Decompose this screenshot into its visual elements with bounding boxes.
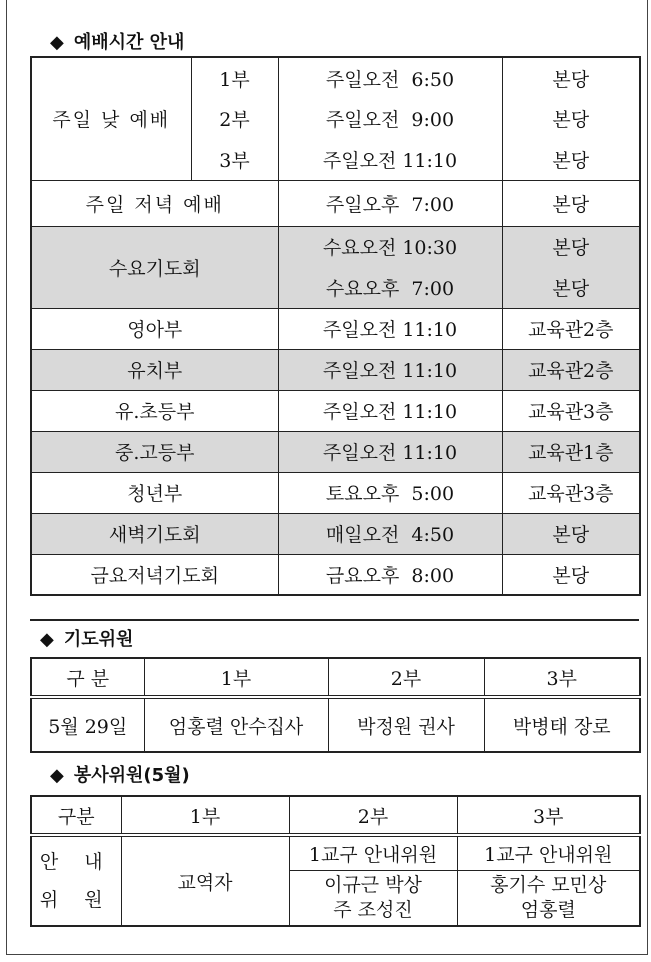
- place-cell: 교육관2층: [502, 349, 640, 390]
- date-cell: 5월 29일: [31, 697, 144, 752]
- time-cell: 토요오후 5:00: [278, 472, 502, 513]
- place-cell: 본당: [502, 180, 640, 226]
- table-row: [31, 226, 640, 267]
- sunday-evening-name: 주일 저녁 예배: [31, 180, 278, 226]
- time-cell: 주일오전 11:10: [278, 308, 502, 349]
- group-name-cell: 중.고등부: [31, 431, 278, 472]
- place-cell: 교육관3층: [502, 472, 640, 513]
- group-name-cell: 유.초등부: [31, 390, 278, 431]
- diamond-icon: ◆: [50, 765, 64, 786]
- time-cell: 주일오전 11:10: [278, 390, 502, 431]
- usher-label-line1: 안 내: [39, 851, 113, 873]
- table-row: [31, 554, 640, 595]
- usher-label-line2: 위 원: [39, 889, 113, 911]
- table-row: [31, 697, 640, 752]
- place-cell: 본당: [502, 139, 640, 180]
- part-cell: 2부: [191, 98, 278, 139]
- header-cell: 2부: [289, 796, 457, 835]
- worship-schedule-body: [31, 57, 640, 595]
- header-cell: 구 분: [31, 658, 144, 697]
- header-cell: 1부: [121, 796, 289, 835]
- time-cell: 주일오전 9:00: [278, 98, 502, 139]
- part2-top-cell: 1교구 안내위원: [289, 835, 457, 870]
- table-header-row: [31, 796, 640, 835]
- part1-cell: 교역자: [121, 835, 289, 926]
- part3-top-cell: 1교구 안내위원: [457, 835, 640, 870]
- group-name-cell: 새벽기도회: [31, 513, 278, 554]
- table-row: [31, 835, 640, 870]
- time-cell: 주일오전 6:50: [278, 57, 502, 98]
- header-cell: 3부: [457, 796, 640, 835]
- member-cell: 엄홍렬 안수집사: [144, 697, 328, 752]
- table-row: [31, 390, 640, 431]
- table-row: [31, 349, 640, 390]
- prayer-table: [30, 657, 641, 753]
- table-row: [31, 472, 640, 513]
- service-section-title: [50, 761, 190, 787]
- group-name-cell: 영아부: [31, 308, 278, 349]
- group-name-cell: 금요저녁기도회: [31, 554, 278, 595]
- header-cell: 구분: [31, 796, 121, 835]
- worship-section-title: [50, 28, 184, 54]
- time-cell: 주일오전 11:10: [278, 349, 502, 390]
- group-name-cell: 청년부: [31, 472, 278, 513]
- time-cell: 주일오전 11:10: [278, 139, 502, 180]
- place-cell: 교육관2층: [502, 308, 640, 349]
- time-cell: 주일오전 11:10: [278, 431, 502, 472]
- member-cell: 박병태 장로: [484, 697, 640, 752]
- time-cell: 매일오전 4:50: [278, 513, 502, 554]
- part3-bottom-cell: 홍기수 모민상 엄홍렬: [457, 870, 640, 926]
- time-cell: 수요오전 10:30: [278, 226, 502, 267]
- place-cell: 본당: [502, 554, 640, 595]
- sunday-day-name: 주일 낮 예배: [31, 57, 191, 180]
- table-row: [31, 57, 640, 98]
- time-cell: 수요오후 7:00: [278, 267, 502, 308]
- header-cell: 1부: [144, 658, 328, 697]
- place-cell: 본당: [502, 98, 640, 139]
- prayer-title: 기도위원: [63, 629, 134, 650]
- group-name-cell: 유치부: [31, 349, 278, 390]
- place-cell: 본당: [502, 267, 640, 308]
- member-cell: 박정원 권사: [328, 697, 484, 752]
- table-row: [31, 431, 640, 472]
- time-cell: 금요오후 8:00: [278, 554, 502, 595]
- time-cell: 주일오후 7:00: [278, 180, 502, 226]
- worship-schedule-table: [30, 56, 641, 596]
- diamond-icon: ◆: [40, 629, 54, 650]
- header-cell: 3부: [484, 658, 640, 697]
- wednesday-name: 수요기도회: [31, 226, 278, 308]
- part-cell: 1부: [191, 57, 278, 98]
- place-cell: 교육관1층: [502, 431, 640, 472]
- table-row: [31, 513, 640, 554]
- section-divider: [30, 619, 639, 621]
- prayer-section-title: [40, 625, 133, 651]
- worship-title: 예배시간 안내: [73, 32, 185, 53]
- place-cell: 교육관3층: [502, 390, 640, 431]
- service-table: [30, 795, 641, 927]
- table-row: [31, 308, 640, 349]
- place-cell: 본당: [502, 513, 640, 554]
- table-header-row: [31, 658, 640, 697]
- part-cell: 3부: [191, 139, 278, 180]
- part2-bottom-cell: 이규근 박상주 조성진: [289, 870, 457, 926]
- diamond-icon: ◆: [50, 32, 64, 53]
- usher-label-cell: [31, 835, 121, 926]
- place-cell: 본당: [502, 226, 640, 267]
- place-cell: 본당: [502, 57, 640, 98]
- service-title: 봉사위원(5월): [73, 765, 190, 786]
- table-row: [31, 180, 640, 226]
- header-cell: 2부: [328, 658, 484, 697]
